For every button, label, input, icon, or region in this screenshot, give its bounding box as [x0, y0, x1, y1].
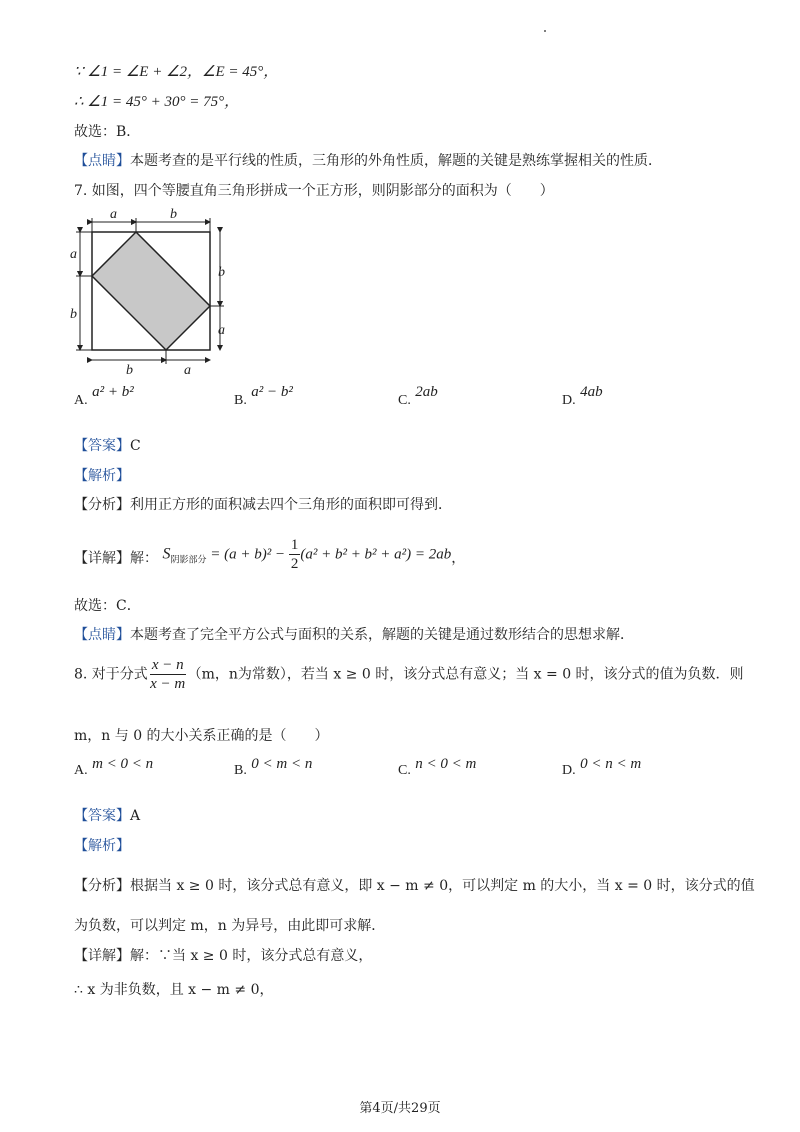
fraction-half: $\frac{1}{2}$: [290, 537, 299, 572]
q8-option-b: B. 0 < m < n: [234, 756, 313, 778]
proof-line-1: ∵ ∠1 = ∠E + ∠2，∠E = 45°，: [74, 64, 279, 80]
choice-line: 故选：B．: [74, 124, 141, 140]
q8-fenxi-2: 为负数，可以判定 m，n 为异号，由此即可求解．: [74, 918, 386, 934]
answer-tag: 【答案】: [74, 438, 130, 454]
right-label-b: b: [218, 265, 225, 280]
q7-xiangjie: 【详解】解： $S_{阴影部分} = (a + b)^2$ − $\frac{1}{2}$ (a² + b² + b² + a²) = 2ab，: [74, 537, 466, 572]
q8-option-d: D. 0 < n < m: [562, 756, 642, 778]
q8-option-c: C. n < 0 < m: [398, 756, 477, 778]
q8-last-line: ∴ x 为非负数，且 x − m ≠ 0，: [74, 982, 274, 998]
scan-dot: [544, 30, 546, 32]
answer-value: C: [130, 438, 141, 454]
q7-dianjing: 【点睛】本题考查了完全平方公式与面积的关系，解题的关键是通过数形结合的思想求解．: [74, 627, 634, 643]
left-label-a: a: [70, 247, 77, 262]
q7-jiexi: 【解析】: [74, 468, 130, 484]
bottom-label-a: a: [184, 363, 191, 376]
q7-fenxi: 【分析】利用正方形的面积减去四个三角形的面积即可得到．: [74, 497, 452, 513]
q8-xiangjie: 【详解】解：∵当 x ≥ 0 时，该分式总有意义，: [74, 948, 373, 964]
q8-option-a: A. m < 0 < n: [74, 756, 154, 778]
dianjing-tag: 【点睛】: [74, 153, 130, 169]
q7-option-a: A. a² + b²: [74, 384, 134, 408]
q7-option-c: C. 2ab: [398, 384, 438, 408]
q8-jiexi: 【解析】: [74, 838, 130, 854]
dianjing-text: 本题考查的是平行线的性质，三角形的外角性质，解题的关键是熟练掌握相关的性质．: [130, 153, 662, 169]
q8-answer: 【答案】A: [74, 808, 141, 824]
square-diagram: [70, 208, 230, 376]
left-label-b: b: [70, 307, 77, 322]
q8-fraction: $\frac{x - n}{x - m}$: [150, 657, 186, 692]
bottom-label-b: b: [126, 363, 133, 376]
top-label-a: a: [110, 208, 117, 222]
q7-option-b: B. a² − b²: [234, 384, 293, 408]
top-label-b: b: [170, 208, 177, 222]
q7-choice: 故选：C．: [74, 598, 141, 614]
right-label-a: a: [218, 323, 225, 338]
q7-option-d: D. 4ab: [562, 384, 603, 408]
q8-fenxi-1: 【分析】根据当 x ≥ 0 时，该分式总有意义，即 x − m ≠ 0，可以判定 m 的大小，当 x = 0 时，该分式的值: [74, 878, 755, 894]
q7-answer: [74, 436, 141, 456]
proof-line-2: ∴ ∠1 = 45° + 30° = 75°，: [74, 94, 240, 110]
dianjing-line: [74, 151, 662, 171]
question-7: 7. 如图，四个等腰直角三角形拼成一个正方形，则阴影部分的面积为（ ）: [74, 183, 554, 199]
question-8: 8. 对于分式 $\frac{x - n}{x - m}$ （m，n为常数），若当 x ≥ 0 时，该分式总有意义；当 x = 0 时，该分式的值为负数．则: [74, 657, 744, 692]
page-footer: 第4页/共29页: [359, 1101, 441, 1116]
shaded-rectangle: [92, 232, 210, 350]
question-8-line-2: m，n 与 0 的大小关系正确的是（ ）: [74, 728, 329, 744]
area-formula: $S_{阴影部分} = (a + b)^2$ − $\frac{1}{2}$ (a² + b² + b² + a²) = 2ab: [162, 537, 452, 572]
